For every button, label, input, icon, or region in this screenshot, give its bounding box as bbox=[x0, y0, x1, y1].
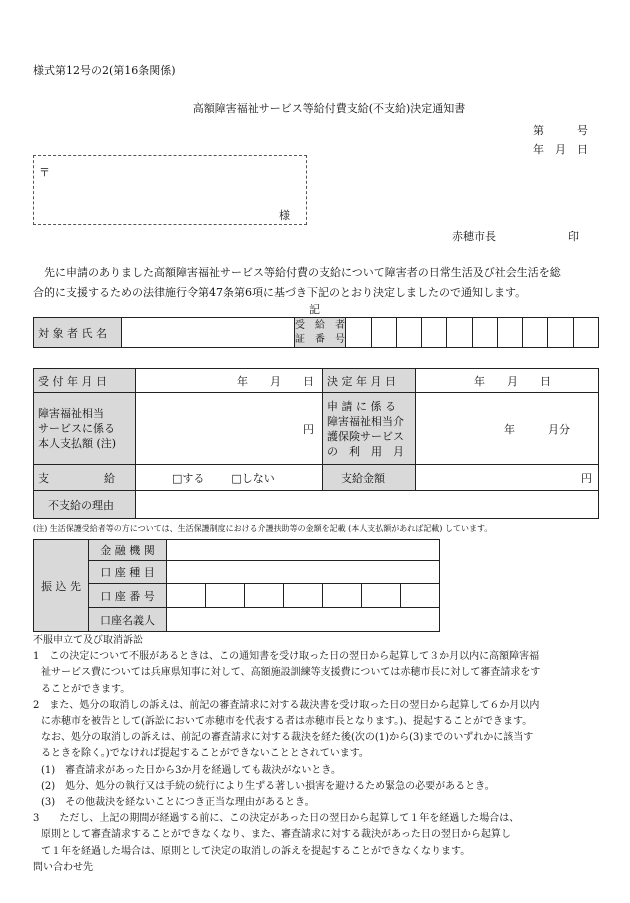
self-payment-label bbox=[34, 393, 136, 465]
appeal-item-2-line2: に赤穂市を被告として(訴訟において赤穂市を代表する者は赤穂市長となります。)、提起することができます。 bbox=[41, 716, 533, 728]
account-digit-cell bbox=[245, 584, 284, 608]
certificate-digit-cell bbox=[396, 318, 421, 348]
seal-mark: 印 bbox=[568, 230, 579, 243]
appeal-item-2-line1: 2 また、処分の取消しの訴えは、前記の審査請求に対する裁決書を受け取った日の翌日から起算して６か月以内 bbox=[33, 699, 540, 711]
certificate-label-line1: 受 給 者 bbox=[295, 319, 346, 331]
document-date: 年 月 日 bbox=[533, 143, 588, 156]
account-type-label: 口 座 種 目 bbox=[89, 561, 167, 584]
care-month-label-line1: 申 請 に 係 る bbox=[327, 399, 396, 413]
appeal-subitem-1: (1) 審査請求があった日から3か月を経過しても裁決がないとき。 bbox=[41, 764, 342, 776]
care-month-label bbox=[323, 393, 416, 465]
self-payment-label-line3: 本人支払額 (注) bbox=[38, 437, 117, 450]
appeal-item-2-line4: るときを除く。)でなければ提起することができないこととされています。 bbox=[41, 748, 369, 760]
certificate-digit-cell bbox=[573, 318, 598, 348]
account-digit-cell bbox=[167, 584, 206, 608]
care-month-label-line4: の 利 用 月 bbox=[327, 444, 404, 458]
bank-group-label: 振 込 先 bbox=[34, 540, 89, 632]
care-month-value: 年 月分 bbox=[416, 393, 599, 465]
addressee-honorific: 様 bbox=[279, 209, 290, 222]
certificate-label-line2: 証 番 号 bbox=[295, 333, 346, 345]
receipt-date-label: 受 付 年 月 日 bbox=[34, 369, 136, 393]
payment-label: 支 給 bbox=[34, 465, 136, 491]
account-digit-cell bbox=[323, 584, 362, 608]
appeal-item-3-line2: 原則として審査請求することができなくなり、また、審査請求に対する裁決があった日の翌日から起算し bbox=[41, 829, 511, 841]
certificate-digit-cell bbox=[472, 318, 497, 348]
appeal-item-3-line1: 3 ただし、上記の期間が経過する前に、この決定があった日の翌日から起算して１年を経過した場合は、 bbox=[33, 813, 520, 825]
issuer-name: 赤穂市長 bbox=[452, 230, 496, 243]
decision-table bbox=[33, 368, 599, 519]
recipient-name-label: 対 象 者 氏 名 bbox=[34, 318, 122, 348]
self-payment-value: 円 bbox=[136, 393, 323, 465]
document-title: 高額障害福祉サービス等給付費支給(不支給)決定通知書 bbox=[192, 102, 466, 115]
certificate-digit-cell bbox=[346, 318, 371, 348]
non-payment-reason-value bbox=[136, 491, 599, 519]
self-payment-label-line1: 障害福祉相当 bbox=[38, 407, 104, 420]
account-digit-cell bbox=[362, 584, 401, 608]
appeal-item-1-line2: 祉サービス費については兵庫県知事に対して、高額施設訓練等支援費については赤穂市長に対して審査請求をす bbox=[41, 667, 541, 679]
decision-date-value: 年 月 日 bbox=[416, 369, 599, 393]
ki-mark: 記 bbox=[309, 303, 320, 316]
document-number: 第 号 bbox=[533, 124, 588, 137]
bank-name-label: 金 融 機 関 bbox=[89, 540, 167, 561]
certificate-digit-cell bbox=[422, 318, 447, 348]
bank-name-value bbox=[167, 540, 440, 561]
footnote: (注) 生活保護受給者等の方については、生活保護制度における介護扶助等の金額を記載 (本人支払額があれば記載) しています。 bbox=[33, 524, 493, 533]
inquiry-label: 問い合わせ先 bbox=[33, 861, 93, 873]
form-number: 様式第12号の2(第16条関係) bbox=[33, 64, 176, 77]
appeal-item-1-line1: 1 この決定について不服があるときは、この通知書を受け取った日の翌日から起算して３か月以内に高額障害福 bbox=[33, 651, 540, 663]
payment-no-checkbox[interactable]: □しない bbox=[231, 471, 275, 485]
care-month-label-line3: 護保険サービス bbox=[327, 429, 404, 443]
postal-mark: 〒 bbox=[39, 166, 50, 179]
account-digit-cell bbox=[401, 584, 440, 608]
decision-date-label: 決 定 年 月 日 bbox=[323, 369, 416, 393]
certificate-digit-cell bbox=[371, 318, 396, 348]
intro-line-2: 合的に支援するための法律施行令第47条第6項に基づき下記のとおり決定しましたので通知します。 bbox=[33, 286, 527, 299]
account-holder-value bbox=[167, 608, 440, 632]
appeal-item-2-line3: なお、処分の取消しの訴えは、前記の審査請求に対する裁決を経た後(次の(1)から(3)までのいずれかに該当す bbox=[41, 732, 534, 744]
non-payment-reason-label: 不支給の理由 bbox=[34, 491, 136, 519]
care-month-label-line2: 障害福祉相当介 bbox=[327, 414, 404, 428]
account-holder-label: 口座名義人 bbox=[89, 608, 167, 632]
appeal-subitem-3: (3) その他裁決を経ないことにつき正当な理由があるとき。 bbox=[41, 797, 315, 809]
certificate-digit-cell bbox=[548, 318, 573, 348]
appeal-item-3-line3: て１年を経過した場合は、原則として決定の取消しの訴えを提起することができなくなります。 bbox=[41, 845, 471, 857]
account-number-label: 口 座 番 号 bbox=[89, 584, 167, 608]
account-type-value bbox=[167, 561, 440, 584]
receipt-date-value: 年 月 日 bbox=[136, 369, 323, 393]
certificate-digit-cell bbox=[447, 318, 472, 348]
recipient-table bbox=[33, 317, 599, 348]
certificate-number-label bbox=[294, 318, 346, 348]
payment-amount-value: 円 bbox=[416, 465, 599, 491]
appeal-subitem-2: (2) 処分、処分の執行又は手続の続行により生ずる著しい損害を避けるため緊急の必要があるとき。 bbox=[41, 780, 495, 792]
self-payment-label-line2: サービスに係る bbox=[38, 422, 115, 435]
appeal-item-1-line3: ることができます。 bbox=[41, 683, 131, 695]
appeal-section bbox=[33, 633, 605, 876]
bank-table bbox=[33, 539, 440, 632]
intro-line-1: 先に申請のありました高額障害福祉サービス等給付費の支給について障害者の日常生活及び社会生活を総 bbox=[44, 266, 561, 279]
payment-yes-checkbox[interactable]: □する bbox=[172, 471, 205, 485]
account-digit-cell bbox=[284, 584, 323, 608]
payment-amount-label: 支給金額 bbox=[323, 465, 416, 491]
certificate-digit-cell bbox=[523, 318, 548, 348]
appeal-heading: 不服申立て及び取消訴訟 bbox=[33, 635, 143, 646]
recipient-name-cell bbox=[121, 318, 294, 348]
payment-choice bbox=[136, 465, 323, 491]
address-box bbox=[33, 155, 307, 225]
account-digit-cell bbox=[206, 584, 245, 608]
certificate-digit-cell bbox=[497, 318, 522, 348]
